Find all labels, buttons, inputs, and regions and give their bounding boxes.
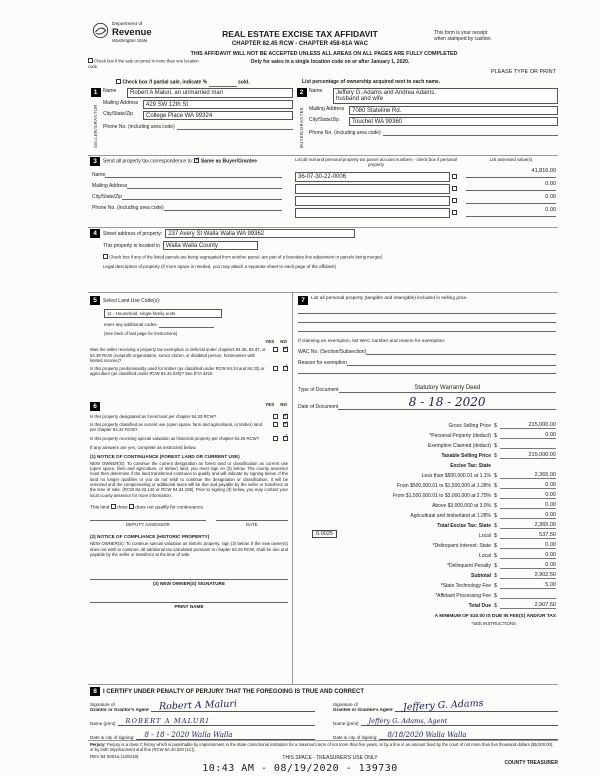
see-back-note: (See back of last page for instructions) bbox=[104, 331, 178, 336]
seller-name-label: Name bbox=[103, 88, 117, 94]
legal-description-field[interactable] bbox=[90, 269, 558, 291]
see-instructions-note: *SEE INSTRUCTIONS bbox=[471, 621, 516, 626]
divider bbox=[88, 227, 558, 228]
parcel-number-field[interactable] bbox=[295, 196, 450, 206]
no-checkbox[interactable] bbox=[283, 414, 288, 419]
currency-sign: $ bbox=[494, 453, 497, 459]
no-checkbox[interactable] bbox=[283, 347, 288, 352]
receipt-note-line1: This form is your receipt bbox=[434, 30, 488, 36]
no-checkmark: ✓ bbox=[283, 434, 289, 441]
money-value[interactable]: 2,902.50 bbox=[500, 572, 556, 579]
revenue-label: Revenue bbox=[112, 27, 152, 38]
land-use-label: Select Land Use Code(s): bbox=[103, 297, 161, 304]
money-value[interactable]: 0.00 bbox=[500, 482, 556, 489]
local-rate-box[interactable]: 0.0025 bbox=[312, 530, 337, 538]
money-value[interactable]: 0.00 bbox=[500, 512, 556, 519]
money-label: Exemption Claimed (deduct) bbox=[427, 443, 491, 449]
assessed-values-header: List assessed value(s) bbox=[489, 157, 533, 162]
qualify-pre-label: This land bbox=[90, 505, 110, 511]
legal-description-label: Legal description of property (if more space is needed, you may attach a separate sheet to each page of the affidavit) bbox=[103, 263, 337, 269]
personal-property-line[interactable] bbox=[298, 323, 556, 332]
if-yes-note: If any answers are yes, complete as instructed below. bbox=[90, 444, 197, 450]
money-value[interactable]: 2,907.50 bbox=[500, 602, 556, 609]
document-type-value[interactable]: Statutory Warranty Deed bbox=[339, 385, 556, 393]
segregated-row bbox=[103, 254, 558, 260]
currency-sign: $ bbox=[494, 443, 497, 449]
grantor-print-name-label: Name (print) bbox=[90, 720, 116, 726]
no-checkbox[interactable] bbox=[283, 366, 288, 371]
money-row-total-due bbox=[298, 599, 556, 609]
section-4-property bbox=[90, 229, 558, 291]
seller-address-field[interactable]: 429 SW 12th St bbox=[143, 100, 293, 109]
money-row-delinquent-penalty bbox=[298, 559, 556, 569]
money-row-local bbox=[298, 529, 556, 539]
deputy-date-label: DATE bbox=[246, 522, 258, 528]
section-8-number: 8 bbox=[90, 687, 100, 696]
treasurer-space-label: THIS SPACE - TREASURER'S USE ONLY bbox=[282, 755, 378, 761]
yes-column-label: YES bbox=[265, 339, 275, 345]
money-value[interactable]: 5.00 bbox=[500, 582, 556, 589]
acceptance-notice: THIS AFFIDAVIT WILL NOT BE ACCEPTED UNLESS ALL AREAS ON ALL PAGES ARE FULLY COMPLETED bbox=[190, 51, 458, 57]
does-label: does bbox=[117, 505, 128, 511]
money-label: From $500,000.01 to $1,500,000 at 1.28% bbox=[397, 483, 491, 489]
money-row-delinquent-interest-local bbox=[298, 549, 556, 559]
yes-checkbox[interactable] bbox=[273, 436, 278, 441]
question-text: Is this property designated as forest land per chapter 84.33 RCW? bbox=[90, 414, 217, 419]
divider bbox=[88, 740, 558, 741]
section-3-correspondence bbox=[90, 157, 558, 225]
no-checkbox[interactable] bbox=[283, 436, 288, 441]
currency-sign: $ bbox=[494, 483, 497, 489]
partial-sale-row bbox=[116, 79, 250, 87]
washington-state-label: Washington State bbox=[112, 38, 148, 43]
currency-sign: $ bbox=[494, 533, 497, 539]
question-text: Is this property receiving special valuation as historical property per chapter 84.26 RCW? bbox=[90, 435, 260, 441]
money-label: Gross Selling Price bbox=[448, 423, 491, 429]
notice-compliance-text: NEW OWNER(S): To continue special valuation as historic property, sign (3) below. If the new owner(s) does not wish to continue, all additional tax calculated pursuant to chapter 84.26 RCW, shall be due and payable by the seller or transferor at the time of sale. bbox=[90, 541, 288, 557]
money-row-bracket-4 bbox=[298, 499, 556, 509]
seller-city-field[interactable]: College Place WA 99324 bbox=[143, 111, 293, 120]
currency-sign: $ bbox=[494, 503, 497, 509]
seller-phone-field[interactable] bbox=[177, 123, 293, 130]
section-6-classifications bbox=[90, 402, 288, 609]
yes-column-label: YES bbox=[265, 402, 275, 407]
money-label: *State Technology Fee bbox=[440, 583, 491, 589]
personal-property-line[interactable] bbox=[298, 305, 556, 314]
money-label: Taxable Selling Price bbox=[441, 453, 491, 459]
seller-city-label: City/State/Zip bbox=[103, 111, 134, 117]
currency-sign: $ bbox=[494, 583, 497, 589]
reason-field[interactable] bbox=[347, 359, 556, 366]
partial-sale-sold-label: sold. bbox=[237, 79, 250, 86]
single-location-note: Only for sales in a single location code on or after January 1, 2020. bbox=[250, 59, 410, 65]
print-name-label: PRINT NAME bbox=[174, 604, 204, 610]
grantor-signature-line[interactable] bbox=[151, 700, 315, 712]
multi-location-option bbox=[88, 58, 200, 69]
question-text: Is this property predominantly used for timber (as classified under RCW 84.34 and 84.33) or agriculture (as classified under RCW 84.34.020)? See ETA 3215 bbox=[90, 365, 265, 377]
deputy-assessor-label: DEPUTY ASSESSOR bbox=[125, 522, 170, 528]
section-5-number: 5 bbox=[90, 296, 100, 305]
grantee-date-city-line[interactable] bbox=[379, 728, 558, 740]
currency-sign: $ bbox=[494, 563, 497, 569]
parcel-row bbox=[295, 196, 457, 206]
seller-address-label: Mailing Address bbox=[103, 100, 139, 106]
currency-sign: $ bbox=[494, 423, 497, 429]
dor-logo-icon bbox=[92, 22, 109, 39]
section-5-land-use bbox=[90, 296, 288, 376]
money-label: Total Excise Tax: State bbox=[437, 523, 491, 529]
currency-sign: $ bbox=[494, 433, 497, 439]
segregated-checkbox[interactable] bbox=[103, 254, 108, 259]
money-label: Local bbox=[479, 553, 491, 559]
buyer-name-field[interactable] bbox=[333, 88, 558, 104]
money-label: Subtotal bbox=[471, 573, 491, 579]
personal-property-label: List all personal property (tangible and intangible) included in selling price. bbox=[311, 296, 469, 301]
wac-label: WAC No. (Section/Subsection) bbox=[298, 349, 367, 355]
dept-of-label: Department of bbox=[112, 22, 143, 27]
yes-checkbox[interactable] bbox=[273, 422, 278, 427]
grantee-signature: Jeffery G. Adams bbox=[402, 697, 484, 714]
money-value[interactable]: 2,365.00 bbox=[500, 522, 556, 529]
additional-codes-label: enter any additional codes: bbox=[104, 322, 158, 327]
money-row-bracket-3 bbox=[298, 489, 556, 499]
agency-logo bbox=[92, 22, 152, 43]
grantor-signature-label: Signature of Grantor or Grantor's Agent bbox=[90, 701, 149, 712]
multi-location-label: Check box if the sale occurred in more than one location code. bbox=[88, 58, 199, 69]
document-type-label: Type of Document bbox=[298, 387, 339, 393]
personal-property-checkbox[interactable] bbox=[452, 210, 457, 215]
same-as-buyer-checkmark: ✓ bbox=[194, 156, 200, 163]
perjury-text: Perjury is a class C felony which is punishable by imprisonment in the state correctional institution for a maximum term of not more than five years, or by a fine in an amount fixed by the court of not more than five thousand dollars ($5,000.00), or by both imprisonment and fine (RCW 9A.20.020 (1C)). bbox=[90, 742, 554, 752]
grantee-date-city: 8/18/2020 Walla Walla bbox=[387, 731, 467, 739]
parcel-number-field[interactable] bbox=[295, 184, 450, 194]
print-name-line[interactable] bbox=[90, 602, 288, 603]
buyer-address-field[interactable]: 7080 Stateline Rd. bbox=[349, 106, 558, 115]
form-title: REAL ESTATE EXCISE TAX AFFIDAVIT bbox=[222, 29, 378, 39]
parcel-row bbox=[295, 172, 457, 182]
assessed-value[interactable]: 41,816.00 bbox=[466, 168, 556, 178]
partial-sale-label: Check box if partial sale, indicate % bbox=[122, 79, 208, 86]
additional-codes-field[interactable] bbox=[159, 322, 214, 328]
currency-sign: $ bbox=[494, 513, 497, 519]
no-checkbox[interactable] bbox=[283, 422, 288, 427]
county-field[interactable]: Walla Walla County bbox=[163, 241, 258, 250]
grantee-print-name: Jeffery G. Adams, Agent bbox=[368, 717, 448, 725]
reason-label: Reason for exemption bbox=[298, 360, 347, 366]
money-value[interactable]: 537.50 bbox=[500, 532, 556, 539]
street-address-label: Street address of property: bbox=[103, 231, 163, 237]
receipt-note bbox=[434, 30, 556, 42]
question-text: Was the seller receiving a property tax exemption or deferral under chapters 84.36, 84.37, or 84.38 RCW (nonprofit organization, senior citizen, or disabled person, homeowner with limited income)? bbox=[90, 347, 266, 363]
no-checkmark: ✓ bbox=[283, 412, 289, 419]
same-as-buyer-checkbox[interactable] bbox=[194, 158, 199, 163]
deputy-date-line[interactable] bbox=[216, 520, 288, 521]
parcel-row bbox=[295, 208, 457, 218]
divider bbox=[88, 292, 558, 293]
perjury-bold: Perjury: bbox=[90, 742, 106, 747]
document-date-label: Date of Document bbox=[298, 404, 339, 410]
notice-compliance-title: (2) NOTICE OF COMPLIANCE (HISTORIC PROPERTY) bbox=[90, 534, 210, 540]
parcel-number-field[interactable]: 36-07-30-22-0006 bbox=[295, 172, 450, 182]
section-3-number: 3 bbox=[90, 157, 100, 166]
ownership-note: List percentage of ownership acquired next to each name. bbox=[302, 79, 441, 85]
money-value[interactable]: 215,000.00 bbox=[500, 452, 556, 459]
deputy-assessor-signature-line[interactable] bbox=[90, 520, 206, 521]
corr-name-label: Name bbox=[92, 172, 106, 178]
no-checkmark: ✓ bbox=[283, 345, 289, 352]
corr-phone-label: Phone No. (including area code) bbox=[92, 205, 164, 211]
seller-name-field[interactable]: Robert A Maluri, an unmarried man bbox=[127, 88, 293, 98]
no-checkmark: ✓ bbox=[283, 420, 289, 427]
does-checkbox[interactable] bbox=[111, 504, 116, 509]
segregated-label: Check box if any of the listed parcels are being segregated from another parcel, are part of a boundary line adjustment or parcels being merged. bbox=[109, 254, 383, 260]
located-in-label: This property is located in bbox=[103, 243, 160, 249]
grantor-signature-block bbox=[90, 698, 315, 740]
money-label: Less than $500,000.01 at 1.1% bbox=[421, 473, 491, 479]
question-row bbox=[90, 366, 288, 376]
grantor-date-city: 8 - 18 - 2020 Walla Walla bbox=[144, 731, 233, 739]
qualify-row bbox=[90, 504, 288, 511]
money-value[interactable]: 0.00 bbox=[500, 552, 556, 559]
currency-sign: $ bbox=[494, 543, 497, 549]
buyer-phone-field[interactable] bbox=[383, 129, 558, 136]
grantee-signature-block bbox=[333, 698, 558, 740]
currency-sign: $ bbox=[494, 593, 497, 599]
money-label: From $1,500,000.01 to $3,000,000 at 2.75% bbox=[392, 493, 491, 499]
currency-sign: $ bbox=[494, 553, 497, 559]
question-row bbox=[90, 436, 288, 441]
yes-checkbox[interactable] bbox=[273, 347, 278, 352]
land-use-select[interactable]: 11 - Household, single family units bbox=[104, 309, 222, 318]
money-label: Above $3,000,000 at 3.0% bbox=[432, 503, 491, 509]
grantee-print-name-line[interactable] bbox=[361, 714, 558, 726]
notice-continuance-text: NEW OWNER(S): To continue the current designation as forest land or classification as current use (open space, farm and agriculture, or timber) land, you must sign on (3) below. The county assessor must then determine if the land transferred continues to qualify and will indicate by signing below. If the land no longer qualifies or you do not wish to continue the designation or classification, it will be removed and the compensating or additional taxes will be due and payable by the seller or transferor at the time of sale. (RCW 84.33.140 or RCW 84.34.108). Prior to signing (3) below, you may contact your local county assessor for more information. bbox=[90, 460, 288, 498]
currency-sign: $ bbox=[494, 493, 497, 499]
money-value[interactable]: 215,000.00 bbox=[500, 422, 556, 429]
currency-sign: $ bbox=[494, 603, 497, 609]
currency-sign: $ bbox=[494, 523, 497, 529]
personal-property-checkbox[interactable] bbox=[452, 186, 457, 191]
divider bbox=[88, 684, 558, 685]
section-2-number: 2 bbox=[297, 88, 307, 97]
currency-sign: $ bbox=[494, 473, 497, 479]
buyer-name-line1: Jeffery G. Adams and Andrea Adams, bbox=[336, 90, 436, 96]
buyer-city-field[interactable]: Touchet WA 99360 bbox=[349, 117, 558, 126]
question-row bbox=[90, 422, 288, 432]
buyer-address-label: Mailing Address bbox=[309, 106, 345, 112]
grantee-signature-line[interactable] bbox=[395, 697, 558, 714]
money-value[interactable]: 2,365.00 bbox=[500, 472, 556, 479]
receipt-note-line2: when stamped by cashier. bbox=[434, 36, 492, 43]
assessed-value[interactable]: 0.00 bbox=[466, 207, 556, 217]
money-label: Total Due bbox=[468, 603, 491, 609]
personal-property-checkbox[interactable] bbox=[452, 174, 457, 179]
yes-checkbox[interactable] bbox=[273, 414, 278, 419]
money-row-subtotal bbox=[298, 569, 556, 579]
money-row-bracket-2 bbox=[298, 479, 556, 489]
divider bbox=[88, 155, 558, 156]
section-1-seller bbox=[90, 88, 293, 148]
perjury-note bbox=[90, 742, 558, 752]
money-row-excise-header bbox=[298, 459, 556, 469]
wac-field[interactable] bbox=[366, 348, 556, 355]
money-value[interactable]: 0.00 bbox=[500, 432, 556, 439]
corr-city-label: City/State/Zip bbox=[92, 194, 123, 200]
assessed-value[interactable]: 0.00 bbox=[466, 194, 556, 204]
does-not-checkbox[interactable] bbox=[129, 504, 134, 509]
money-row-bracket-1 bbox=[298, 469, 556, 479]
new-owner-signature-label: (3) NEW OWNER(S) SIGNATURE bbox=[152, 581, 226, 587]
corr-address-field[interactable] bbox=[127, 182, 282, 189]
corr-city-field[interactable] bbox=[122, 193, 282, 200]
parcel-row bbox=[295, 184, 457, 194]
recording-timestamp: 10:43 AM - 08/19/2020 - 139730 bbox=[202, 763, 398, 774]
money-row-delinquent-interest-state bbox=[298, 539, 556, 549]
exemption-label: If claiming an exemption, list WAC number and reason for exemption: bbox=[298, 339, 446, 344]
money-label: *Delinquent Interest: State bbox=[432, 543, 491, 549]
new-owner-signature-line[interactable] bbox=[90, 579, 288, 580]
no-column-label: NO bbox=[280, 402, 287, 407]
grantee-date-city-label: Date & city of signing: bbox=[333, 734, 378, 740]
section-7-number: 7 bbox=[298, 296, 308, 305]
section-4-number: 4 bbox=[90, 229, 100, 238]
type-or-print-label: PLEASE TYPE OR PRINT bbox=[490, 69, 556, 75]
personal-property-line[interactable] bbox=[298, 314, 556, 323]
form-chapter: CHAPTER 82.45 RCW - CHAPTER 458-61A WAC bbox=[231, 40, 369, 47]
question-row bbox=[90, 347, 288, 363]
money-row-total-state bbox=[298, 519, 556, 529]
money-row-agricultural bbox=[298, 509, 556, 519]
grantor-print-name-line[interactable] bbox=[118, 714, 315, 726]
money-row-gross bbox=[298, 419, 556, 429]
grantor-date-city-label: Date & city of signing: bbox=[90, 734, 135, 740]
money-row-tech-fee bbox=[298, 579, 556, 589]
section-1-number: 1 bbox=[91, 88, 101, 97]
no-checkmark: ✓ bbox=[283, 364, 289, 371]
personal-property-checkbox[interactable] bbox=[452, 198, 457, 203]
same-as-buyer-label: Same as Buyer/Grantee bbox=[200, 158, 257, 165]
additional-codes-row bbox=[104, 322, 288, 328]
section-2-buyer bbox=[296, 88, 558, 148]
money-value[interactable]: 0.00 bbox=[500, 492, 556, 499]
section-8-certification bbox=[90, 687, 558, 740]
county-treasurer-label: COUNTY TREASURER bbox=[504, 760, 558, 766]
money-label: Excise Tax: State bbox=[450, 463, 491, 469]
money-row-processing-fee bbox=[298, 589, 556, 599]
section-7-selling-price bbox=[298, 296, 556, 626]
minimum-fee-note: A MINIMUM OF $10.00 IS DUE IN FEE(S) AND/OR TAX bbox=[434, 614, 556, 619]
grantee-print-name-label: Name (print) bbox=[333, 720, 359, 726]
partial-sale-checkbox[interactable] bbox=[116, 79, 121, 84]
buyer-phone-label: Phone No. (including area code) bbox=[309, 130, 381, 136]
money-value[interactable]: 0.00 bbox=[500, 562, 556, 569]
grantee-signature-label: Signature of Grantee or Grantee's Agent bbox=[333, 701, 393, 712]
parcel-number-field[interactable] bbox=[295, 208, 450, 218]
buyer-name-label: Name bbox=[309, 88, 323, 94]
section-6-number: 6 bbox=[90, 402, 100, 411]
column-divider bbox=[292, 293, 293, 684]
currency-sign: $ bbox=[494, 573, 497, 579]
grantor-print-name: ROBERT A MALURI bbox=[125, 717, 210, 725]
money-value[interactable]: 0.00 bbox=[500, 502, 556, 509]
money-value[interactable]: 0.00 bbox=[500, 542, 556, 549]
notice-continuance-title: (1) NOTICE OF CONTINUANCE (FOREST LAND OR CURRENT USE) bbox=[90, 453, 240, 459]
document-date-value[interactable]: 8 - 18 - 2020 bbox=[338, 396, 556, 410]
grantor-date-city-line[interactable] bbox=[136, 728, 315, 740]
buyer-side-label: BUYER/GRANTEE bbox=[299, 106, 304, 148]
buyer-name-line2: husband and wife bbox=[336, 96, 384, 102]
seller-side-label: SELLER/GRANTOR bbox=[93, 104, 98, 148]
money-row-taxable bbox=[298, 449, 556, 459]
assessed-value[interactable]: 0.00 bbox=[466, 181, 556, 191]
buyer-city-label: City/State/Zip bbox=[309, 117, 340, 123]
partial-sale-percent-field[interactable] bbox=[209, 80, 237, 87]
street-address-field[interactable]: 237 Avery St Walla Walla WA 99362 bbox=[165, 229, 355, 238]
money-label: *Affidavit Processing Fee bbox=[435, 593, 491, 599]
rev-form-number: REV 84 0001a (12/6/19) bbox=[90, 754, 139, 759]
money-label: *Personal Property (deduct) bbox=[429, 433, 491, 439]
money-row-exemption bbox=[298, 439, 556, 449]
question-text: Is this property classified as current use (open space, farm and agricultural, or timber) land per chapter 84.34 RCW? bbox=[90, 422, 262, 433]
yes-checkbox[interactable] bbox=[273, 366, 278, 371]
corr-name-field[interactable] bbox=[105, 171, 282, 178]
send-correspondence-label: Send all property tax correspondence to: bbox=[103, 158, 194, 165]
money-label: *Delinquent Penalty bbox=[447, 563, 491, 569]
parcel-column-header: List all real and personal property tax parcel account numbers - check box if personal property bbox=[295, 157, 457, 168]
money-row-personal-property bbox=[298, 429, 556, 439]
money-table bbox=[298, 419, 556, 609]
reason-field-line2[interactable] bbox=[298, 366, 556, 374]
money-label: Local bbox=[479, 533, 491, 539]
money-label: Agricultural and timberland at 1.28% bbox=[410, 513, 491, 519]
question-row bbox=[90, 414, 288, 419]
grantor-signature: Robert A Maluri bbox=[158, 698, 237, 713]
corr-address-label: Mailing Address bbox=[92, 183, 128, 189]
seller-phone-label: Phone No. (including area code) bbox=[103, 124, 175, 130]
does-not-label: does not qualify for continuance. bbox=[135, 505, 205, 511]
certify-statement: I CERTIFY UNDER PENALTY OF PERJURY THAT THE FOREGOING IS TRUE AND CORRECT bbox=[103, 688, 365, 695]
no-column-label: NO bbox=[280, 339, 287, 345]
multi-location-checkbox[interactable] bbox=[88, 58, 93, 63]
corr-phone-field[interactable] bbox=[164, 204, 282, 211]
